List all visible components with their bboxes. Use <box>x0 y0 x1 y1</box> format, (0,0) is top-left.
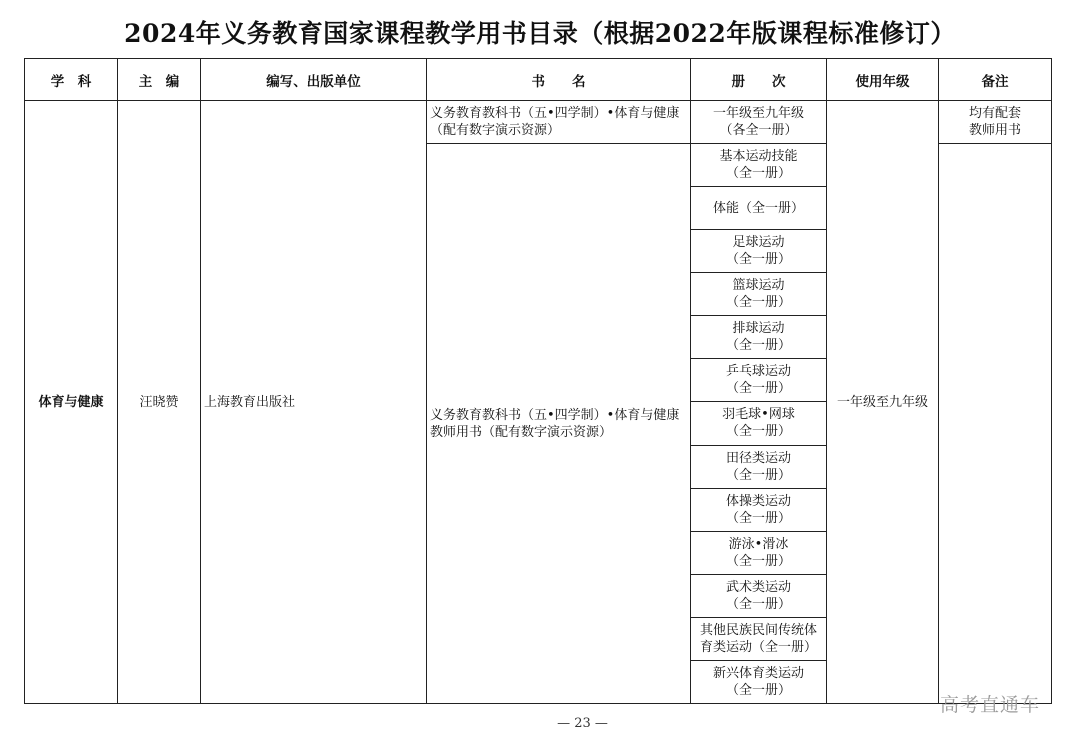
volume-cell: 其他民族民间传统体育类运动（全一册） <box>691 617 827 660</box>
page-title: 2024年义务教育国家课程教学用书目录（根据2022年版课程标准修订） <box>124 19 956 48</box>
volume-cell: 排球运动 （全一册） <box>691 316 827 359</box>
note-cell-empty <box>939 144 1052 704</box>
header-subject: 学 科 <box>25 59 118 101</box>
subject-cell: 体育与健康 <box>25 101 118 704</box>
editor-cell: 汪晓赞 <box>118 101 201 704</box>
header-volume: 册 次 <box>691 59 827 101</box>
header-book-name: 书 名 <box>427 59 691 101</box>
header-publisher: 编写、出版单位 <box>201 59 427 101</box>
volume-cell: 篮球运动 （全一册） <box>691 273 827 316</box>
volume-cell: 一年级至九年级 （各全一册） <box>691 101 827 144</box>
book-name-teacher: 义务教育教科书（五•四学制）•体育与健康教师用书（配有数字演示资源） <box>427 144 691 704</box>
note-cell: 均有配套 教师用书 <box>939 101 1052 144</box>
book-name-student: 义务教育教科书（五•四学制）•体育与健康（配有数字演示资源） <box>427 101 691 144</box>
volume-cell: 田径类运动 （全一册） <box>691 445 827 488</box>
volume-cell: 基本运动技能 （全一册） <box>691 144 827 187</box>
header-grade: 使用年级 <box>827 59 939 101</box>
header-row <box>25 59 1052 101</box>
volume-cell: 体能（全一册） <box>691 187 827 230</box>
textbook-table <box>24 58 1052 704</box>
volume-cell: 新兴体育类运动 （全一册） <box>691 660 827 703</box>
volume-cell: 体操类运动 （全一册） <box>691 488 827 531</box>
header-editor: 主 编 <box>118 59 201 101</box>
grade-cell: 一年级至九年级 <box>827 101 939 704</box>
publisher-cell: 上海教育出版社 <box>201 101 427 704</box>
table-row <box>25 101 1052 144</box>
volume-cell: 乒乓球运动 （全一册） <box>691 359 827 402</box>
volume-cell: 武术类运动 （全一册） <box>691 574 827 617</box>
page-number: — 23 — <box>557 716 608 731</box>
volume-cell: 游泳•滑冰 （全一册） <box>691 531 827 574</box>
watermark: 高考直通车 <box>940 694 1041 716</box>
volume-cell: 足球运动 （全一册） <box>691 230 827 273</box>
volume-cell: 羽毛球•网球 （全一册） <box>691 402 827 445</box>
header-note: 备注 <box>939 59 1052 101</box>
